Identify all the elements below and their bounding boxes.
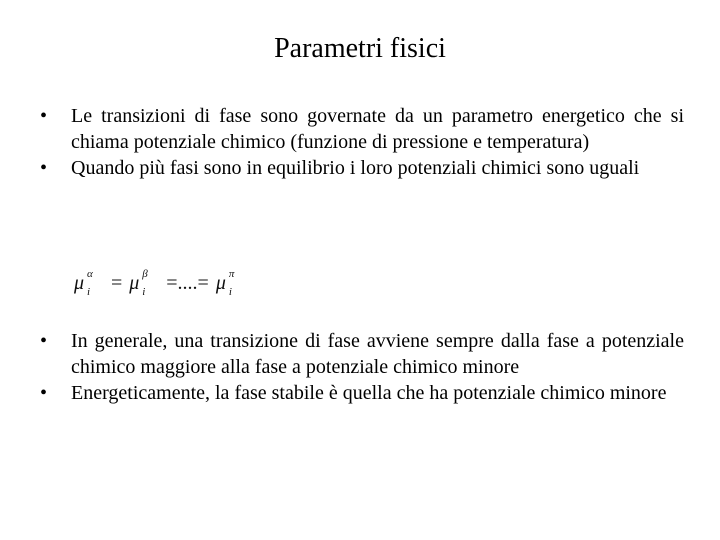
bullet-item xyxy=(40,328,684,380)
bullet-icon: • xyxy=(40,330,48,352)
formula-mu: μ xyxy=(74,272,85,294)
bullet-item xyxy=(40,103,684,155)
formula-subscript: i xyxy=(142,286,146,298)
slide-title: Parametri fisici xyxy=(274,33,446,64)
bullet-list-top xyxy=(40,103,684,181)
formula-superscript: π xyxy=(228,268,235,280)
bullet-list-bottom xyxy=(40,328,684,406)
formula-mu: μ xyxy=(129,272,140,294)
bullet-icon: • xyxy=(40,157,48,179)
formula-subscript: i xyxy=(228,286,232,298)
formula-equals: = xyxy=(111,272,123,294)
bullet-icon: • xyxy=(40,105,48,127)
bullet-item xyxy=(40,380,684,406)
formula-term-alpha xyxy=(74,268,104,298)
bullet-text: In generale, una transizione di fase avviene sempre dalla fase a potenziale chimico maggiore alla fase a potenziale chimico minore xyxy=(71,330,684,378)
formula-superscript: β xyxy=(142,268,148,280)
formula-mu: μ xyxy=(215,272,226,294)
formula-superscript: α xyxy=(87,268,93,280)
bullet-text: Energeticamente, la fase stabile è quella che ha potenziale chimico minore xyxy=(71,382,667,404)
formula-term-beta xyxy=(129,268,159,298)
bullet-item xyxy=(40,155,684,181)
bullet-icon: • xyxy=(40,382,48,404)
bullet-text: Quando più fasi sono in equilibrio i loro potenziali chimici sono uguali xyxy=(71,157,640,179)
bullet-text: Le transizioni di fase sono governate da un parametro energetico che si chiama potenziale chimico (funzione di pressione e temperatura) xyxy=(71,105,684,153)
formula-ellipsis: =....= xyxy=(166,272,209,294)
formula-subscript: i xyxy=(87,286,91,298)
formula-term-pi xyxy=(216,268,246,298)
chemical-potential-equation xyxy=(74,268,246,298)
